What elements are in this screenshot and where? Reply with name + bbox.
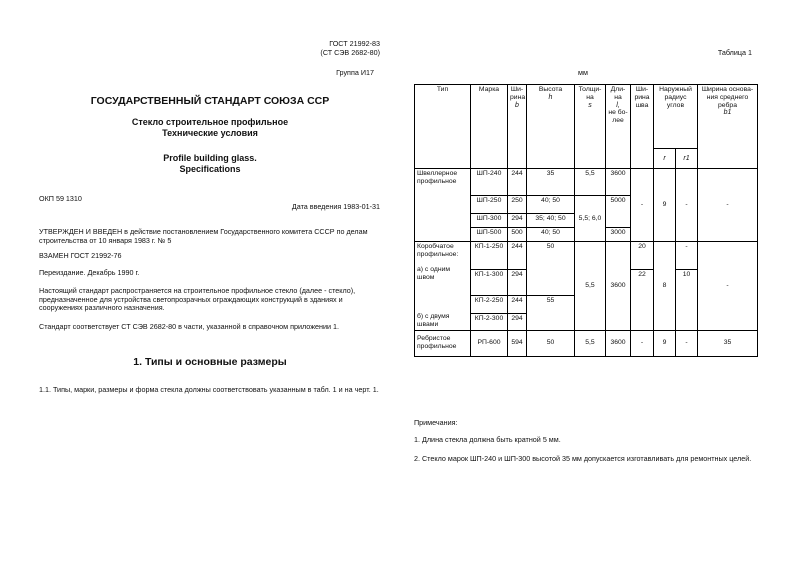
header-radius-r1 <box>676 149 698 169</box>
table-cell: 35 <box>698 330 758 356</box>
type-channel: Швеллерное профильное <box>415 169 471 242</box>
okp-code: ОКП 59 1310 <box>39 194 82 203</box>
title-ru-line-2: Технические условия <box>162 128 258 138</box>
header-radius-r <box>654 149 676 169</box>
type-ribbed: Ребристое профильное <box>415 330 471 356</box>
table-cell: 244 <box>508 242 527 270</box>
table-cell: - <box>676 169 698 242</box>
table-cell: 5,5 <box>575 242 606 331</box>
table-cell: 10 <box>676 270 698 331</box>
table-cell-text: s <box>588 101 592 109</box>
table-cell-text: Дли-на <box>610 86 626 101</box>
table-cell: 244 <box>508 169 527 196</box>
table-cell-text: Коробчатое профильное: <box>417 243 459 258</box>
mark-shp-240: ШП-240 <box>471 169 508 196</box>
table-cell: 5,5 <box>575 330 606 356</box>
st-sev-reference: (СТ СЭВ 2682-80) <box>320 48 380 57</box>
header-mark <box>471 85 508 169</box>
table-cell-text: а) с одним швом <box>417 266 451 282</box>
mark-shp-300: ШП-300 <box>471 214 508 228</box>
table-cell-text: Высота <box>538 86 563 93</box>
unit-label: мм <box>578 68 588 77</box>
table-cell: 5,5 <box>575 169 606 196</box>
header-outer-radius <box>654 85 698 149</box>
gost-number: ГОСТ 21992-83 <box>329 39 380 48</box>
scope-paragraph: Настоящий стандарт распространяется на строительное профильное стекло (далее - стекло), предназначенное для устройства светопрозрачных ограждающих конструкций в зданиях и сооружениях различного назначения. <box>39 286 356 312</box>
table-cell: - <box>698 169 758 242</box>
table-cell: 9 <box>654 169 676 242</box>
table-cell: 50 <box>527 242 575 296</box>
mark-kp-2-300: КП-2-300 <box>471 313 508 330</box>
header-type <box>415 85 471 169</box>
table-cell-text: h <box>548 93 553 101</box>
header-height <box>527 85 575 169</box>
table-cell-text: Толщи-на <box>578 86 602 101</box>
table-cell: 3600 <box>606 169 631 196</box>
table-cell-text: l, <box>616 101 620 109</box>
table-cell: 9 <box>654 330 676 356</box>
compliance-paragraph: Стандарт соответствует СТ СЭВ 2682-80 в части, указанной в справочном приложении 1. <box>39 322 340 331</box>
table-cell: 294 <box>508 313 527 330</box>
header-thickness <box>575 85 606 169</box>
table-cell: - <box>698 242 758 331</box>
mark-kp-1-300: КП-1-300 <box>471 270 508 296</box>
table-cell: 3600 <box>606 242 631 331</box>
table-cell: 594 <box>508 330 527 356</box>
title-en-line-2: Specifications <box>179 164 241 174</box>
approval-paragraph: УТВЕРЖДЕН И ВВЕДЕН в действие постановлением Государственного комитета СССР по делам строительства от 10 января 1983 г. № 5 <box>39 227 368 245</box>
table-cell: 40; 50 <box>527 228 575 242</box>
title-en-line-1: Profile building glass. <box>163 153 257 163</box>
table-cell: 35; 40; 50 <box>527 214 575 228</box>
dimensions-table <box>414 84 758 357</box>
table-cell-text: b1 <box>723 109 732 117</box>
table-cell: - <box>676 242 698 270</box>
table-cell: 5000 <box>606 196 631 228</box>
table-cell: 244 <box>508 296 527 313</box>
table-cell: 22 <box>631 270 654 331</box>
table-cell-text: Ши-рина <box>510 86 526 101</box>
table-cell-text: Ширина основа-ния среднего ребра <box>701 86 754 109</box>
header-length <box>606 85 631 169</box>
table-cell: 5,5; 6,0 <box>575 196 606 242</box>
date-of-introduction: Дата введения 1983-01-31 <box>291 202 380 211</box>
table-cell-text: Наружный радиус углов <box>659 86 692 109</box>
group-code: Группа И17 <box>336 68 374 77</box>
table-cell: 294 <box>508 214 527 228</box>
table-cell: 55 <box>527 296 575 330</box>
notes-title: Примечания: <box>414 418 458 427</box>
table-cell: 3000 <box>606 228 631 242</box>
mark-shp-250: ШП-250 <box>471 196 508 214</box>
table-cell-text: Ши-рина шва <box>634 86 650 109</box>
section-title: 1. Типы и основные размеры <box>133 356 287 368</box>
table-cell-text: Марка <box>478 86 500 93</box>
clause-1-1: 1.1. Типы, марки, размеры и форма стекла должны соответствовать указанным в табл. 1 и на черт. 1. <box>39 385 379 394</box>
mark-rp-600: РП-600 <box>471 330 508 356</box>
table-cell-text: не бо-лее <box>608 109 628 125</box>
reissue-paragraph: Переиздание. Декабрь 1990 г. <box>39 268 140 277</box>
table-cell: 20 <box>631 242 654 270</box>
table-cell: 8 <box>654 242 676 331</box>
table-cell: 35 <box>527 169 575 196</box>
table-cell-text: r <box>663 154 666 162</box>
table-cell-text: r1 <box>683 154 690 162</box>
table-cell: - <box>631 330 654 356</box>
replaces-paragraph: ВЗАМЕН ГОСТ 21992-76 <box>39 251 122 260</box>
table-cell-text: b <box>515 101 519 109</box>
type-box <box>415 242 471 331</box>
table-cell-text: Тип <box>436 86 449 93</box>
mark-shp-500: ШП-500 <box>471 228 508 242</box>
header-mid-rib-width <box>698 85 758 169</box>
table-cell: 294 <box>508 270 527 296</box>
document-heading: ГОСУДАРСТВЕННЫЙ СТАНДАРТ СОЮЗА ССР <box>90 95 330 107</box>
mark-kp-1-250: КП-1-250 <box>471 242 508 270</box>
table-cell: 500 <box>508 228 527 242</box>
table-cell: 50 <box>527 330 575 356</box>
table-cell: - <box>676 330 698 356</box>
table-cell: 40; 50 <box>527 196 575 214</box>
note-1: 1. Длина стекла должна быть кратной 5 мм. <box>414 435 561 444</box>
title-ru-line-1: Стекло строительное профильное <box>131 117 289 127</box>
table-label: Таблица 1 <box>717 48 752 57</box>
header-seam-width <box>631 85 654 169</box>
table-cell: 3600 <box>606 330 631 356</box>
table-cell: 250 <box>508 196 527 214</box>
table-cell: - <box>631 169 654 242</box>
table-cell-text: б) с двумя швами <box>417 313 450 328</box>
header-width <box>508 85 527 169</box>
mark-kp-2-250: КП-2-250 <box>471 296 508 313</box>
note-2: 2. Стекло марок ШП-240 и ШП-300 высотой 35 мм допускается изготавливать для ремонтных целей. <box>414 454 752 463</box>
